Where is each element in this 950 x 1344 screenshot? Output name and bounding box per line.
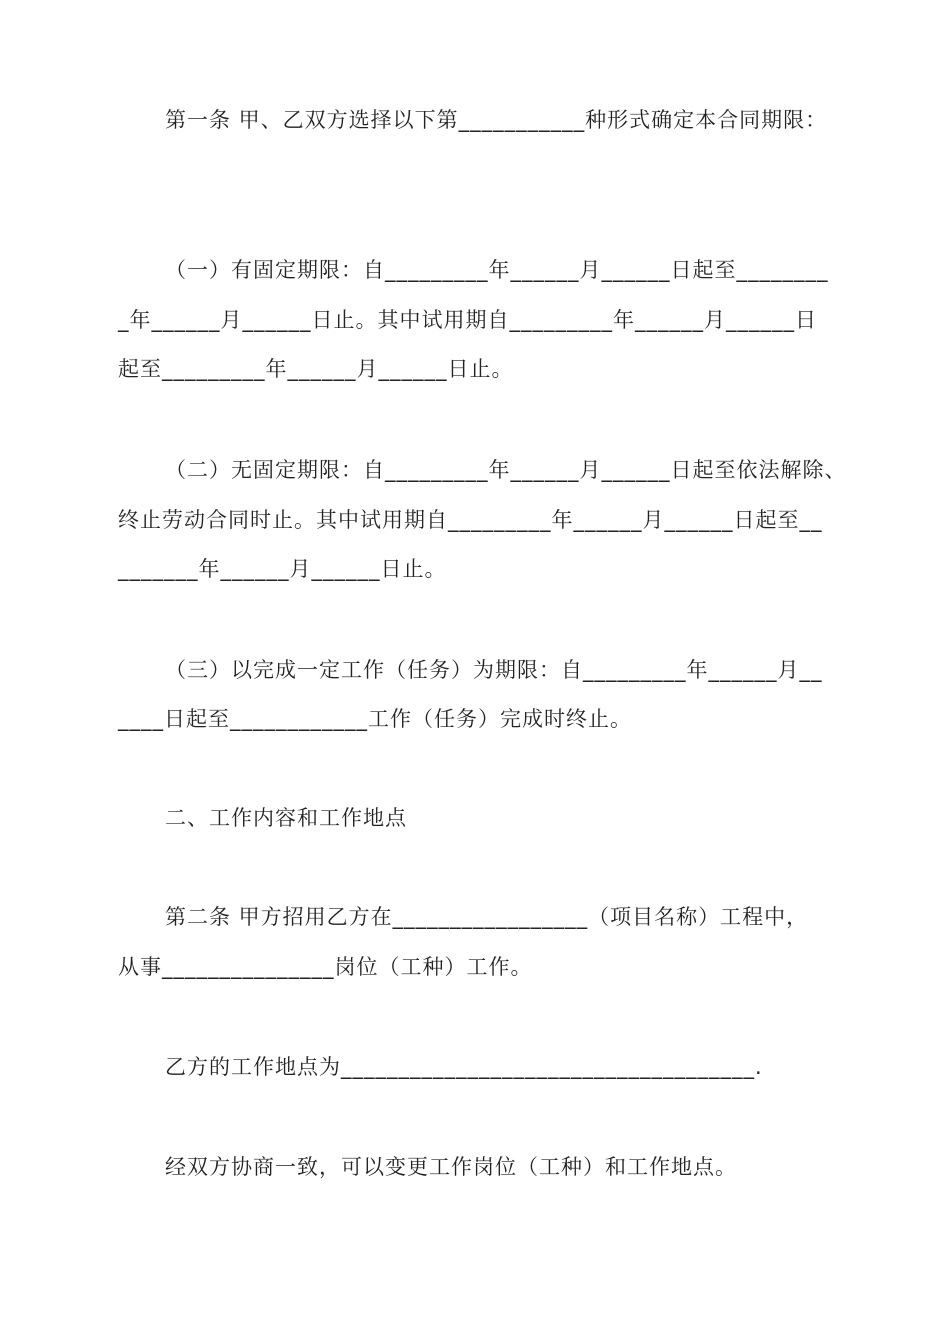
change-agreement-line: 经双方协商一致，可以变更工作岗位（工种）和工作地点。 — [165, 1155, 737, 1179]
article-1-line: 第一条 甲、乙双方选择以下第___________种形式确定本合同期限： — [165, 108, 828, 132]
task-term-line-2: ____日起至____________工作（任务）完成时终止。 — [118, 707, 632, 731]
work-location-line: 乙方的工作地点为____________________________________. — [165, 1055, 763, 1079]
open-term-line-2: 终止劳动合同时止。其中试用期自_________年______月______日起至__ — [118, 508, 823, 532]
fixed-term-line-2: _年______月______日止。其中试用期自_________年______月______日 — [118, 308, 817, 332]
open-term-line-1: （二）无固定期限：自_________年______月______日起至依法解除、 — [165, 458, 847, 482]
open-term-line-3: _______年______月______日止。 — [118, 557, 447, 581]
section-heading: 二、工作内容和工作地点 — [165, 806, 407, 830]
task-term-line-1: （三）以完成一定工作（任务）为期限：自_________年______月__ — [165, 658, 823, 682]
article-2-line-2: 从事_______________岗位（工种）工作。 — [118, 955, 533, 979]
fixed-term-line-3: 起至_________年______月______日止。 — [118, 357, 514, 381]
fixed-term-line-1: （一）有固定期限：自_________年______月______日起至________ — [165, 258, 829, 282]
article-2-line-1: 第二条 甲方招用乙方在_________________（项目名称）工程中， — [165, 905, 809, 929]
